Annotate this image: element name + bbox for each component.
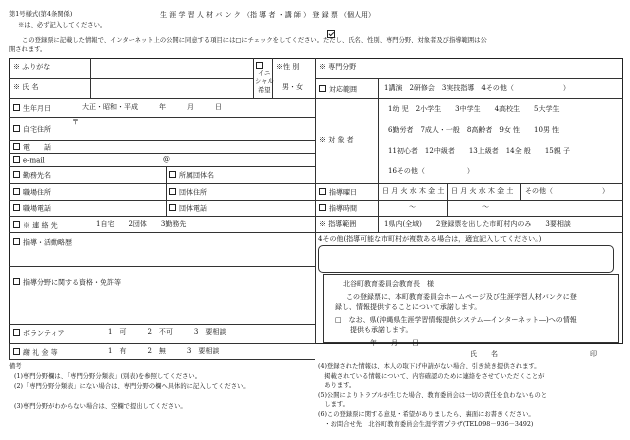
consent-name[interactable]: 氏 名	[470, 350, 498, 358]
target-options-row4[interactable]: 16その他（ ）	[388, 167, 474, 175]
scope-checkbox[interactable]	[319, 85, 326, 92]
workplace-address-checkbox[interactable]	[13, 188, 20, 195]
fee-row[interactable]	[13, 348, 58, 357]
target-label: ※ 対 象 者	[319, 136, 354, 144]
contact-info: ・お問合せ先 北谷町教育委員会生涯学習プラザ(TEL098－936－3492)	[318, 421, 534, 428]
time-tilde-b: 〜	[482, 203, 489, 211]
note-4-cont: 掲載されている情報について、内容確認のために連絡をさせていただくことが	[318, 373, 545, 380]
birthdate-checkbox[interactable]	[13, 104, 20, 111]
specialty-label: ※ 専門分野	[319, 63, 357, 71]
day-checkbox[interactable]	[319, 188, 326, 195]
org-phone-label: 団体電話	[179, 204, 207, 213]
remarks-title: 備考	[9, 363, 22, 370]
org-address-row[interactable]	[169, 188, 207, 197]
note-4-cont2: あります。	[318, 382, 356, 389]
consent-prefecture[interactable]: □ なお、県(沖縄県生涯学習情報提供システム―インターネット―)への情報	[335, 316, 577, 324]
qualification-label: 指導分野に関する資格・免許等	[23, 278, 121, 287]
seal-mark: 印	[590, 350, 597, 358]
consent-prefecture-cont: 提供も承諾します。	[350, 326, 413, 334]
fee-label: 謝 礼 金 等	[23, 348, 58, 357]
remark-1: (1)専門分野欄は、「専門分野分類表」(別表)を参照してください。	[14, 373, 201, 380]
volunteer-row[interactable]	[13, 329, 64, 338]
birthdate-label: 生年月日	[23, 104, 51, 113]
workplace-name-row[interactable]	[13, 171, 51, 180]
name-label: ※ 氏 名	[13, 83, 39, 91]
target-options-row1[interactable]: 1幼 児 2小学生 3中学生 4高校生 5大学生	[388, 105, 560, 113]
email-label: e-mail	[23, 156, 45, 165]
volunteer-options[interactable]: 1 可 2 不可 3 要相談	[108, 328, 227, 336]
form-number: 第1号様式(第4条関係)	[9, 11, 73, 18]
workplace-phone-label: 職場電話	[23, 204, 51, 213]
gender-value[interactable]: 男・女	[282, 83, 303, 91]
range-label: ※ 指導範囲	[319, 220, 357, 228]
fee-checkbox[interactable]	[13, 348, 20, 355]
remark-2: (2)「専門分野分類表」にない場合は、専門分野の欄へ具体的に記入してください。	[14, 383, 250, 390]
contact-row[interactable]	[13, 221, 58, 230]
day-row[interactable]	[319, 188, 357, 197]
contact-checkbox[interactable]	[13, 221, 20, 228]
day-label: 指導曜日	[329, 188, 357, 197]
workplace-address-row[interactable]	[13, 188, 51, 197]
birthdate-row[interactable]	[13, 104, 51, 113]
scope-options[interactable]: 1講演 2研修会 3実技指導 4その他（ ）	[384, 84, 570, 92]
org-address-checkbox[interactable]	[169, 188, 176, 195]
consent-text-2: 録し、情報提供することについて承諾します。	[335, 303, 482, 311]
scope-row[interactable]	[319, 85, 357, 94]
required-note: ※は、必ず記入してください。	[18, 22, 107, 29]
target-options-row2[interactable]: 6勤労者 7成人・一般 8高齢者 9女 性 10男 性	[388, 126, 560, 134]
consent-addressee: 北谷町教育委員会教育長 様	[343, 280, 434, 288]
note-4: (4)登録された情報は、本人の取下げ申請がない場合、引き続き提供されます。	[318, 363, 541, 370]
home-address-label: 自宅住所	[23, 125, 51, 134]
qualification-checkbox[interactable]	[13, 278, 20, 285]
range-other-input[interactable]	[318, 245, 614, 273]
scope-label: 対応範囲	[329, 85, 357, 94]
phone-checkbox[interactable]	[13, 143, 20, 150]
days-option-a[interactable]: 日 月 火 水 木 金 土	[382, 187, 445, 195]
time-row[interactable]	[319, 204, 357, 213]
range-other: 4その他(指導可能な市町村が複数ある場合は，適宜記入してください。)	[318, 235, 542, 243]
time-tilde-a: 〜	[409, 203, 416, 211]
workplace-phone-checkbox[interactable]	[13, 204, 20, 211]
form-title: 生 涯 学 習 人 材 バ ン ク （指 導 者 ・講 師 ） 登 録 票 （個人用）	[160, 11, 376, 19]
initial-text-3: 希望	[258, 87, 271, 94]
consent-instruction-cont: 開されます。	[9, 46, 47, 53]
remark-3: (3)専門分野がわからない場合は、空欄で提出してください。	[14, 403, 187, 410]
org-name-row[interactable]	[169, 171, 214, 180]
initial-text-1: イニ	[258, 70, 271, 77]
fee-options[interactable]: 1 有 2 無 3 要相談	[108, 347, 220, 355]
note-5: (5)公開によりトラブルが生じた場合、教育委員会は一切の責任を負わないものと	[318, 392, 548, 399]
note-6: (6)この登録票に関する意見・希望がありましたら、裏面にお書きください。	[318, 411, 535, 418]
consent-instruction: この登録票に記載した情報で、インターネット上の公開に同意する項目には□にチェックをしてください。ただし、氏名、性別、専門分野、対象者及び指導範囲は公	[22, 37, 487, 44]
days-option-b[interactable]: 日 月 火 水 木 金 土	[451, 187, 514, 195]
contact-options[interactable]: 1自宅 2団体 3勤務先	[96, 220, 187, 228]
time-checkbox[interactable]	[319, 204, 326, 211]
volunteer-label: ボランティア	[23, 329, 65, 338]
volunteer-checkbox[interactable]	[13, 329, 20, 336]
home-address-checkbox[interactable]	[13, 125, 20, 132]
email-row[interactable]	[13, 156, 45, 165]
qualification-row[interactable]	[13, 278, 121, 287]
workplace-phone-row[interactable]	[13, 204, 51, 213]
birthdate-value[interactable]: 大正・昭和・平成 年 月 日	[82, 103, 222, 111]
range-options[interactable]: 1県内(全域) 2登録票を出した市町村内のみ 3要相談	[384, 220, 571, 228]
phone-label: 電 話	[23, 143, 51, 152]
day-other[interactable]: その他（ ）	[525, 187, 609, 195]
target-options-row3[interactable]: 11初心者 12中級者 13上級者 14全 般 15親 子	[388, 147, 570, 155]
initial-text-2: シャル	[255, 78, 274, 85]
furigana-label: ※ ふりがな	[13, 63, 51, 71]
consent-date[interactable]: 年 月 日	[370, 339, 419, 347]
home-address-row[interactable]	[13, 125, 51, 134]
consent-text-1: この登録票に、本町教育委員会ホームページ及び生涯学習人材バンクに登	[346, 293, 577, 301]
workplace-name-label: 勤務先名	[23, 171, 51, 180]
email-checkbox[interactable]	[13, 156, 20, 163]
history-checkbox[interactable]	[13, 238, 20, 245]
workplace-address-label: 職場住所	[23, 188, 51, 197]
workplace-name-checkbox[interactable]	[13, 171, 20, 178]
note-5-cont: します。	[318, 401, 349, 408]
org-name-checkbox[interactable]	[169, 171, 176, 178]
at-mark: @	[163, 155, 170, 163]
org-name-label: 所属団体名	[179, 171, 214, 180]
org-address-label: 団体住所	[179, 188, 207, 197]
org-phone-checkbox[interactable]	[169, 204, 176, 211]
gender-label: ※性 別	[276, 63, 300, 71]
org-phone-row[interactable]	[169, 204, 207, 213]
contact-label: ※ 連 絡 先	[23, 221, 58, 230]
time-label: 指導時間	[329, 204, 357, 213]
history-label: 指導・活動略歴	[23, 238, 72, 247]
history-row[interactable]	[13, 238, 72, 247]
phone-row[interactable]	[13, 143, 51, 152]
postal-mark: 〒	[72, 118, 79, 126]
